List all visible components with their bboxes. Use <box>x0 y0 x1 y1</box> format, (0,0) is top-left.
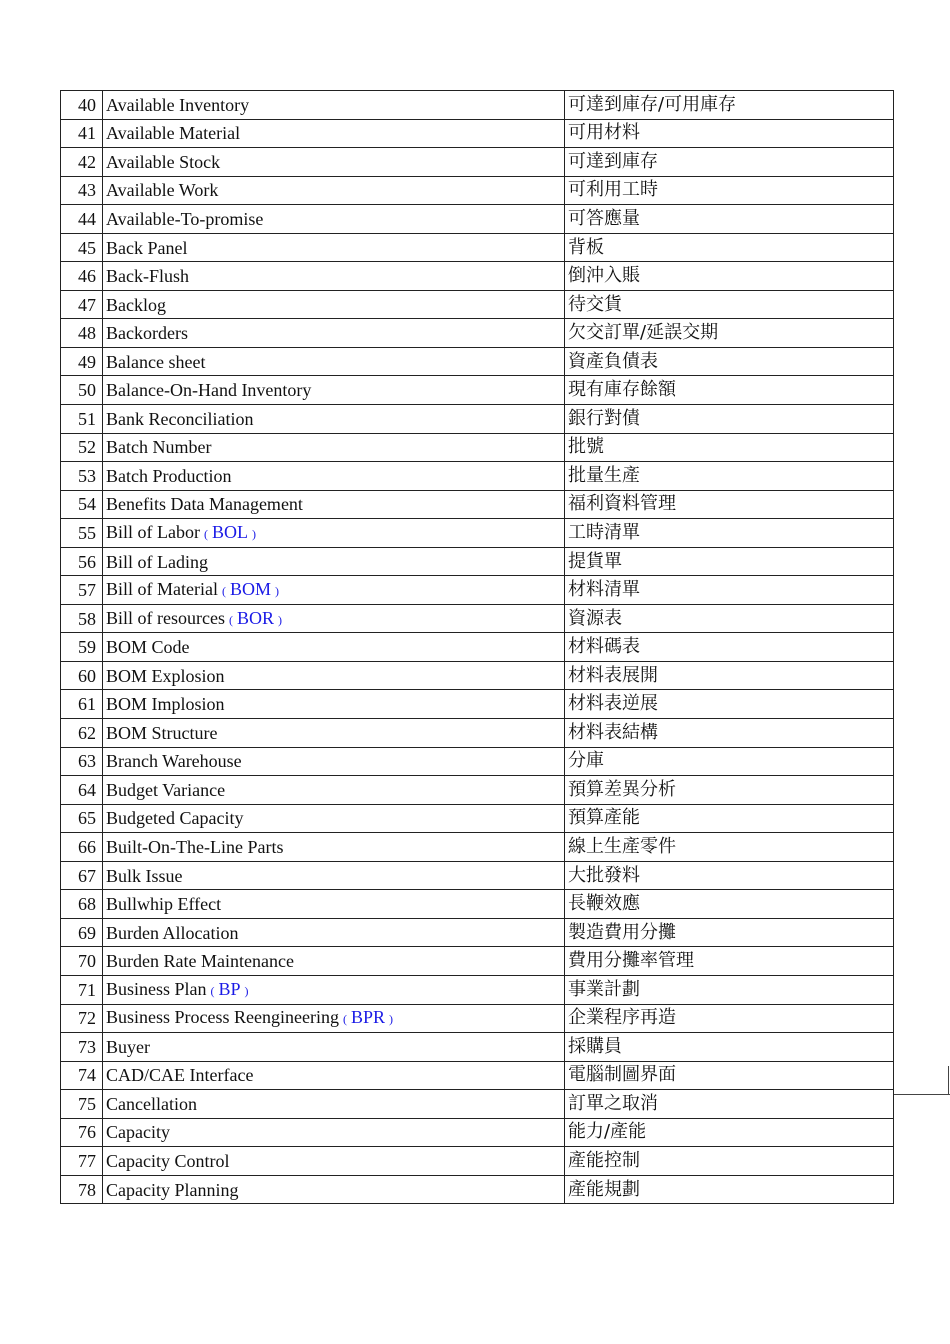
chinese-translation: 資產負債表 <box>565 347 894 376</box>
row-number: 59 <box>61 633 103 662</box>
abbreviation: BP <box>218 978 241 999</box>
english-term-cell <box>103 376 565 405</box>
english-term: Bulk Issue <box>106 865 183 886</box>
open-paren: ( <box>221 584 226 599</box>
english-term: Burden Rate Maintenance <box>106 951 294 972</box>
table-row <box>61 861 894 890</box>
table-row <box>61 433 894 462</box>
english-term-cell <box>103 1004 565 1033</box>
row-number: 77 <box>61 1147 103 1176</box>
row-number: 42 <box>61 148 103 177</box>
chinese-translation: 材料碼表 <box>565 633 894 662</box>
chinese-translation: 可利用工時 <box>565 176 894 205</box>
close-paren: ) <box>275 584 279 599</box>
english-term-cell <box>103 776 565 805</box>
table-row <box>61 747 894 776</box>
abbreviation: BOR <box>236 607 274 628</box>
row-number: 55 <box>61 519 103 548</box>
english-term: Bill of resources <box>106 607 225 628</box>
english-term: Built-On-The-Line Parts <box>106 836 284 857</box>
row-number: 54 <box>61 490 103 519</box>
chinese-translation: 訂單之取消 <box>565 1090 894 1119</box>
table-row <box>61 490 894 519</box>
english-term: Batch Production <box>106 465 232 486</box>
chinese-translation: 材料表結構 <box>565 719 894 748</box>
row-number: 47 <box>61 290 103 319</box>
english-term-cell <box>103 975 565 1004</box>
english-term: Capacity Control <box>106 1151 230 1171</box>
table-row <box>61 576 894 605</box>
english-term: Burden Allocation <box>106 922 239 943</box>
english-term: Batch Number <box>106 437 212 458</box>
chinese-translation: 福利資料管理 <box>565 490 894 519</box>
english-term: Available Material <box>106 123 241 144</box>
english-term: Bullwhip Effect <box>106 894 222 915</box>
row-number: 63 <box>61 747 103 776</box>
chinese-translation: 線上生產零件 <box>565 833 894 862</box>
english-term-cell <box>103 519 565 548</box>
chinese-translation: 材料表逆展 <box>565 690 894 719</box>
table-row <box>61 1175 894 1204</box>
chinese-translation: 產能控制 <box>565 1147 894 1176</box>
chinese-translation: 預算差異分析 <box>565 776 894 805</box>
close-paren: ) <box>251 526 256 541</box>
english-term: Branch Warehouse <box>106 751 242 772</box>
english-term: BOM Explosion <box>106 665 225 686</box>
chinese-translation: 背板 <box>565 233 894 262</box>
english-term: Balance sheet <box>106 351 206 372</box>
chinese-translation: 可達到庫存/可用庫存 <box>565 91 894 120</box>
english-term: BOM Structure <box>106 722 218 743</box>
english-term-cell <box>103 148 565 177</box>
table-row <box>61 918 894 947</box>
english-term-cell <box>103 861 565 890</box>
table-row <box>61 547 894 576</box>
chinese-translation: 大批發料 <box>565 861 894 890</box>
table-row <box>61 176 894 205</box>
close-paren: ) <box>389 1012 393 1027</box>
chinese-translation: 提貨單 <box>565 547 894 576</box>
english-term-cell <box>103 1118 565 1147</box>
english-term-cell <box>103 119 565 148</box>
row-number: 40 <box>61 91 103 120</box>
table-row <box>61 975 894 1004</box>
table-row <box>61 290 894 319</box>
close-paren: ) <box>277 612 282 627</box>
english-term-cell <box>103 462 565 491</box>
table-row <box>61 205 894 234</box>
english-term: BOM Code <box>106 637 190 658</box>
row-number: 41 <box>61 119 103 148</box>
chinese-translation: 能力/產能 <box>565 1118 894 1147</box>
page-edge-mark <box>948 1066 949 1094</box>
english-term: Available Stock <box>106 151 221 172</box>
english-term-cell <box>103 490 565 519</box>
table-row <box>61 1061 894 1090</box>
row-number: 67 <box>61 861 103 890</box>
english-term: Buyer <box>106 1036 150 1057</box>
table-row <box>61 148 894 177</box>
english-term: Bill of Material <box>106 579 218 600</box>
row-number: 72 <box>61 1004 103 1033</box>
english-term-cell <box>103 918 565 947</box>
row-number: 62 <box>61 719 103 748</box>
table-row <box>61 719 894 748</box>
chinese-translation: 預算產能 <box>565 804 894 833</box>
row-number: 76 <box>61 1118 103 1147</box>
english-term-cell <box>103 262 565 291</box>
chinese-translation: 產能規劃 <box>565 1175 894 1204</box>
english-term-cell <box>103 91 565 120</box>
table-row <box>61 776 894 805</box>
table-row <box>61 833 894 862</box>
chinese-translation: 倒沖入賬 <box>565 262 894 291</box>
chinese-translation: 可用材料 <box>565 119 894 148</box>
english-term: Back-Flush <box>106 266 189 287</box>
row-number: 64 <box>61 776 103 805</box>
english-term-cell <box>103 804 565 833</box>
table-row <box>61 319 894 348</box>
english-term-cell <box>103 290 565 319</box>
row-number: 45 <box>61 233 103 262</box>
english-term: Bill of Labor <box>106 521 200 542</box>
english-term: Backorders <box>106 323 188 344</box>
row-number: 51 <box>61 405 103 434</box>
table-row <box>61 119 894 148</box>
chinese-translation: 採購員 <box>565 1033 894 1062</box>
english-term-cell <box>103 1147 565 1176</box>
english-term-cell <box>103 205 565 234</box>
english-term: Capacity <box>106 1122 170 1143</box>
table-row <box>61 804 894 833</box>
english-term-cell <box>103 1090 565 1119</box>
chinese-translation: 欠交訂單/延誤交期 <box>565 319 894 348</box>
open-paren: ( <box>228 612 233 627</box>
row-number: 52 <box>61 433 103 462</box>
row-number: 53 <box>61 462 103 491</box>
english-term: Balance-On-Hand Inventory <box>106 380 312 401</box>
open-paren: ( <box>342 1012 347 1027</box>
row-number: 49 <box>61 347 103 376</box>
chinese-translation: 費用分攤率管理 <box>565 947 894 976</box>
abbreviation: BPR <box>350 1007 385 1028</box>
english-term-cell <box>103 833 565 862</box>
row-number: 48 <box>61 319 103 348</box>
chinese-translation: 資源表 <box>565 604 894 633</box>
english-term: Back Panel <box>106 237 188 258</box>
chinese-translation: 長鞭效應 <box>565 890 894 919</box>
row-number: 44 <box>61 205 103 234</box>
english-term: Backlog <box>106 294 166 315</box>
row-number: 61 <box>61 690 103 719</box>
row-number: 71 <box>61 975 103 1004</box>
english-term: Budget Variance <box>106 779 226 800</box>
english-term-cell <box>103 433 565 462</box>
english-term: Available Work <box>106 180 219 201</box>
english-term: Bill of Lading <box>106 551 208 572</box>
row-number: 75 <box>61 1090 103 1119</box>
chinese-translation: 批量生產 <box>565 462 894 491</box>
chinese-translation: 企業程序再造 <box>565 1004 894 1033</box>
english-term: Business Process Reengineering <box>106 1007 339 1028</box>
row-number: 56 <box>61 547 103 576</box>
page-edge-mark-line <box>894 1094 950 1095</box>
table-row <box>61 1147 894 1176</box>
table-row <box>61 1004 894 1033</box>
table-row <box>61 1033 894 1062</box>
open-paren: ( <box>203 526 208 541</box>
english-term: BOM Implosion <box>106 694 225 715</box>
english-term-cell <box>103 747 565 776</box>
table-row <box>61 947 894 976</box>
table-row <box>61 1118 894 1147</box>
chinese-translation: 材料清單 <box>565 576 894 605</box>
english-term-cell <box>103 1061 565 1090</box>
english-term: Budgeted Capacity <box>106 808 244 829</box>
english-term-cell <box>103 947 565 976</box>
table-row <box>61 91 894 120</box>
chinese-translation: 待交貨 <box>565 290 894 319</box>
row-number: 73 <box>61 1033 103 1062</box>
row-number: 58 <box>61 604 103 633</box>
english-term-cell <box>103 604 565 633</box>
table-row <box>61 690 894 719</box>
table-row <box>61 633 894 662</box>
chinese-translation: 分庫 <box>565 747 894 776</box>
chinese-translation: 銀行對債 <box>565 405 894 434</box>
row-number: 66 <box>61 833 103 862</box>
abbreviation: BOM <box>229 579 271 600</box>
english-term-cell <box>103 690 565 719</box>
english-term-cell <box>103 176 565 205</box>
chinese-translation: 事業計劃 <box>565 975 894 1004</box>
english-term-cell <box>103 1175 565 1204</box>
english-term: Available-To-promise <box>106 208 264 229</box>
table-row <box>61 233 894 262</box>
english-term: CAD/CAE Interface <box>106 1065 254 1086</box>
table-row <box>61 347 894 376</box>
english-term-cell <box>103 890 565 919</box>
chinese-translation: 電腦制圖界面 <box>565 1061 894 1090</box>
english-term-cell <box>103 233 565 262</box>
open-paren: ( <box>210 983 215 998</box>
row-number: 43 <box>61 176 103 205</box>
table-row <box>61 890 894 919</box>
table-row <box>61 376 894 405</box>
row-number: 69 <box>61 918 103 947</box>
english-term-cell <box>103 661 565 690</box>
english-term-cell <box>103 547 565 576</box>
english-term-cell <box>103 319 565 348</box>
row-number: 68 <box>61 890 103 919</box>
row-number: 65 <box>61 804 103 833</box>
chinese-translation: 現有庫存餘額 <box>565 376 894 405</box>
chinese-translation: 批號 <box>565 433 894 462</box>
row-number: 74 <box>61 1061 103 1090</box>
english-term: Bank Reconciliation <box>106 408 254 429</box>
row-number: 60 <box>61 661 103 690</box>
english-term-cell <box>103 719 565 748</box>
chinese-translation: 材料表展開 <box>565 661 894 690</box>
row-number: 46 <box>61 262 103 291</box>
english-term-cell <box>103 405 565 434</box>
english-term-cell <box>103 576 565 605</box>
abbreviation: BOL <box>211 521 248 542</box>
table-row <box>61 519 894 548</box>
chinese-translation: 工時清單 <box>565 519 894 548</box>
glossary-table <box>60 90 894 1204</box>
english-term-cell <box>103 347 565 376</box>
table-row <box>61 661 894 690</box>
row-number: 78 <box>61 1175 103 1204</box>
row-number: 70 <box>61 947 103 976</box>
table-row <box>61 462 894 491</box>
table-row <box>61 262 894 291</box>
english-term: Cancellation <box>106 1093 197 1114</box>
english-term-cell <box>103 1033 565 1062</box>
english-term: Available Inventory <box>106 94 250 115</box>
chinese-translation: 製造費用分攤 <box>565 918 894 947</box>
chinese-translation: 可答應量 <box>565 205 894 234</box>
row-number: 57 <box>61 576 103 605</box>
chinese-translation: 可達到庫存 <box>565 148 894 177</box>
glossary-body <box>61 91 894 1204</box>
table-row <box>61 1090 894 1119</box>
row-number: 50 <box>61 376 103 405</box>
table-row <box>61 405 894 434</box>
english-term: Capacity Planning <box>106 1179 239 1200</box>
english-term: Benefits Data Management <box>106 494 303 515</box>
close-paren: ) <box>244 983 249 998</box>
english-term: Business Plan <box>106 978 207 999</box>
english-term-cell <box>103 633 565 662</box>
table-row <box>61 604 894 633</box>
